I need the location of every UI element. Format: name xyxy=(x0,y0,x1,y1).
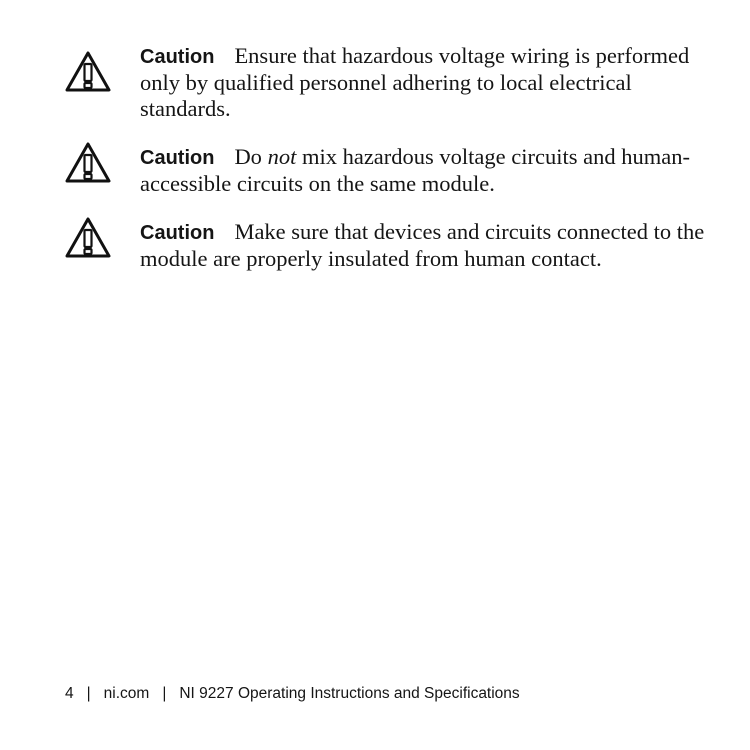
warning-triangle-icon xyxy=(64,50,112,94)
footer-document-title: NI 9227 Operating Instructions and Specifications xyxy=(179,685,520,702)
footer-separator: | xyxy=(86,685,91,702)
caution-label: Caution xyxy=(140,46,215,68)
caution-text xyxy=(140,144,715,197)
footer-site-link: ni.com xyxy=(103,685,150,702)
caution-emphasis: not xyxy=(267,144,297,169)
caution-body-start: Do xyxy=(234,144,268,169)
caution-text xyxy=(140,219,715,272)
warning-triangle-icon xyxy=(64,141,112,185)
warning-triangle-icon xyxy=(64,216,112,260)
caution-body: Make sure that devices and circuits connected to the module are properly insulated from human contact. xyxy=(140,219,705,271)
caution-label: Caution xyxy=(140,222,215,244)
caution-body: Ensure that hazardous voltage wiring is performed only by qualified personnel adhering to local electrical standards. xyxy=(140,43,690,121)
caution-text xyxy=(140,43,715,122)
caution-label: Caution xyxy=(140,147,215,169)
page-footer xyxy=(65,685,520,703)
footer-separator: | xyxy=(162,685,167,702)
page-number: 4 xyxy=(65,685,74,702)
caution-body-end: mix hazardous voltage circuits and human-accessible circuits on the same module. xyxy=(140,144,690,196)
